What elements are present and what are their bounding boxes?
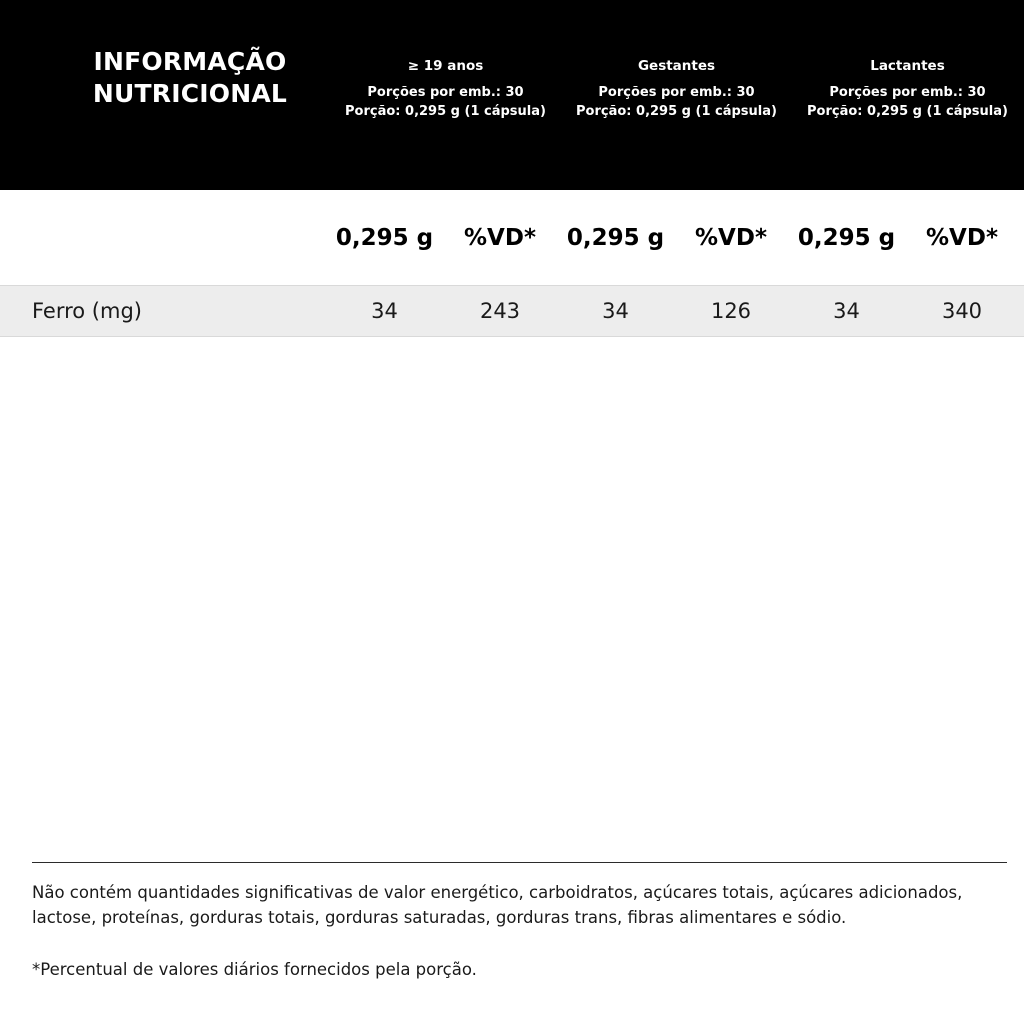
group-name: ≥ 19 anos	[407, 58, 484, 74]
title-line-1: INFORMAÇÃO	[93, 47, 287, 76]
group-name: Lactantes	[870, 58, 945, 74]
table-row	[0, 285, 1024, 337]
nutrient-value-adults: 34	[371, 299, 398, 323]
nutrient-value-pregnant: 34	[602, 299, 629, 323]
nutrient-name: Ferro (mg)	[32, 299, 142, 323]
nutrition-header	[0, 0, 1024, 190]
group-serving-size: Porção: 0,295 g (1 cápsula)	[345, 103, 546, 119]
header-group-pregnant	[561, 58, 792, 122]
header-group-list	[330, 58, 1024, 122]
column-header-portion-lactating: 0,295 g	[797, 224, 896, 251]
title-line-2: NUTRICIONAL	[92, 79, 288, 108]
nutrient-vd-pregnant: 126	[710, 299, 752, 323]
column-header-portion-adults: 0,295 g	[335, 224, 434, 251]
nutrition-table	[0, 190, 1024, 337]
page-title	[30, 46, 350, 110]
group-servings-per-package: Porções por emb.: 30	[598, 85, 755, 100]
nutrient-vd-adults: 243	[479, 299, 521, 323]
group-servings-per-package: Porções por emb.: 30	[829, 85, 986, 100]
header-group-lactating	[792, 58, 1023, 122]
group-serving-size: Porção: 0,295 g (1 cápsula)	[576, 103, 777, 119]
column-header-vd-lactating: %VD*	[926, 224, 998, 251]
footnote-daily-value: *Percentual de valores diários fornecidos pela porção.	[32, 960, 477, 980]
header-group-adults	[330, 58, 561, 122]
nutrient-vd-lactating: 340	[941, 299, 983, 323]
column-header-portion-pregnant: 0,295 g	[566, 224, 665, 251]
footnote-not-significant: Não contém quantidades significativas de valor energético, carboidratos, açúcares totais, açúcares adicionados, lactose, proteínas, gorduras totais, gorduras saturadas, gorduras trans, fibras alimentares e sódio.	[32, 883, 963, 928]
column-header-vd-pregnant: %VD*	[695, 224, 767, 251]
footnote-divider	[32, 862, 1007, 863]
group-serving-size: Porção: 0,295 g (1 cápsula)	[807, 103, 1008, 119]
table-header-row	[0, 190, 1024, 285]
nutrient-value-lactating: 34	[833, 299, 860, 323]
footnotes	[32, 862, 1007, 982]
group-servings-per-package: Porções por emb.: 30	[367, 85, 524, 100]
column-header-vd-adults: %VD*	[464, 224, 536, 251]
group-name: Gestantes	[637, 58, 716, 74]
